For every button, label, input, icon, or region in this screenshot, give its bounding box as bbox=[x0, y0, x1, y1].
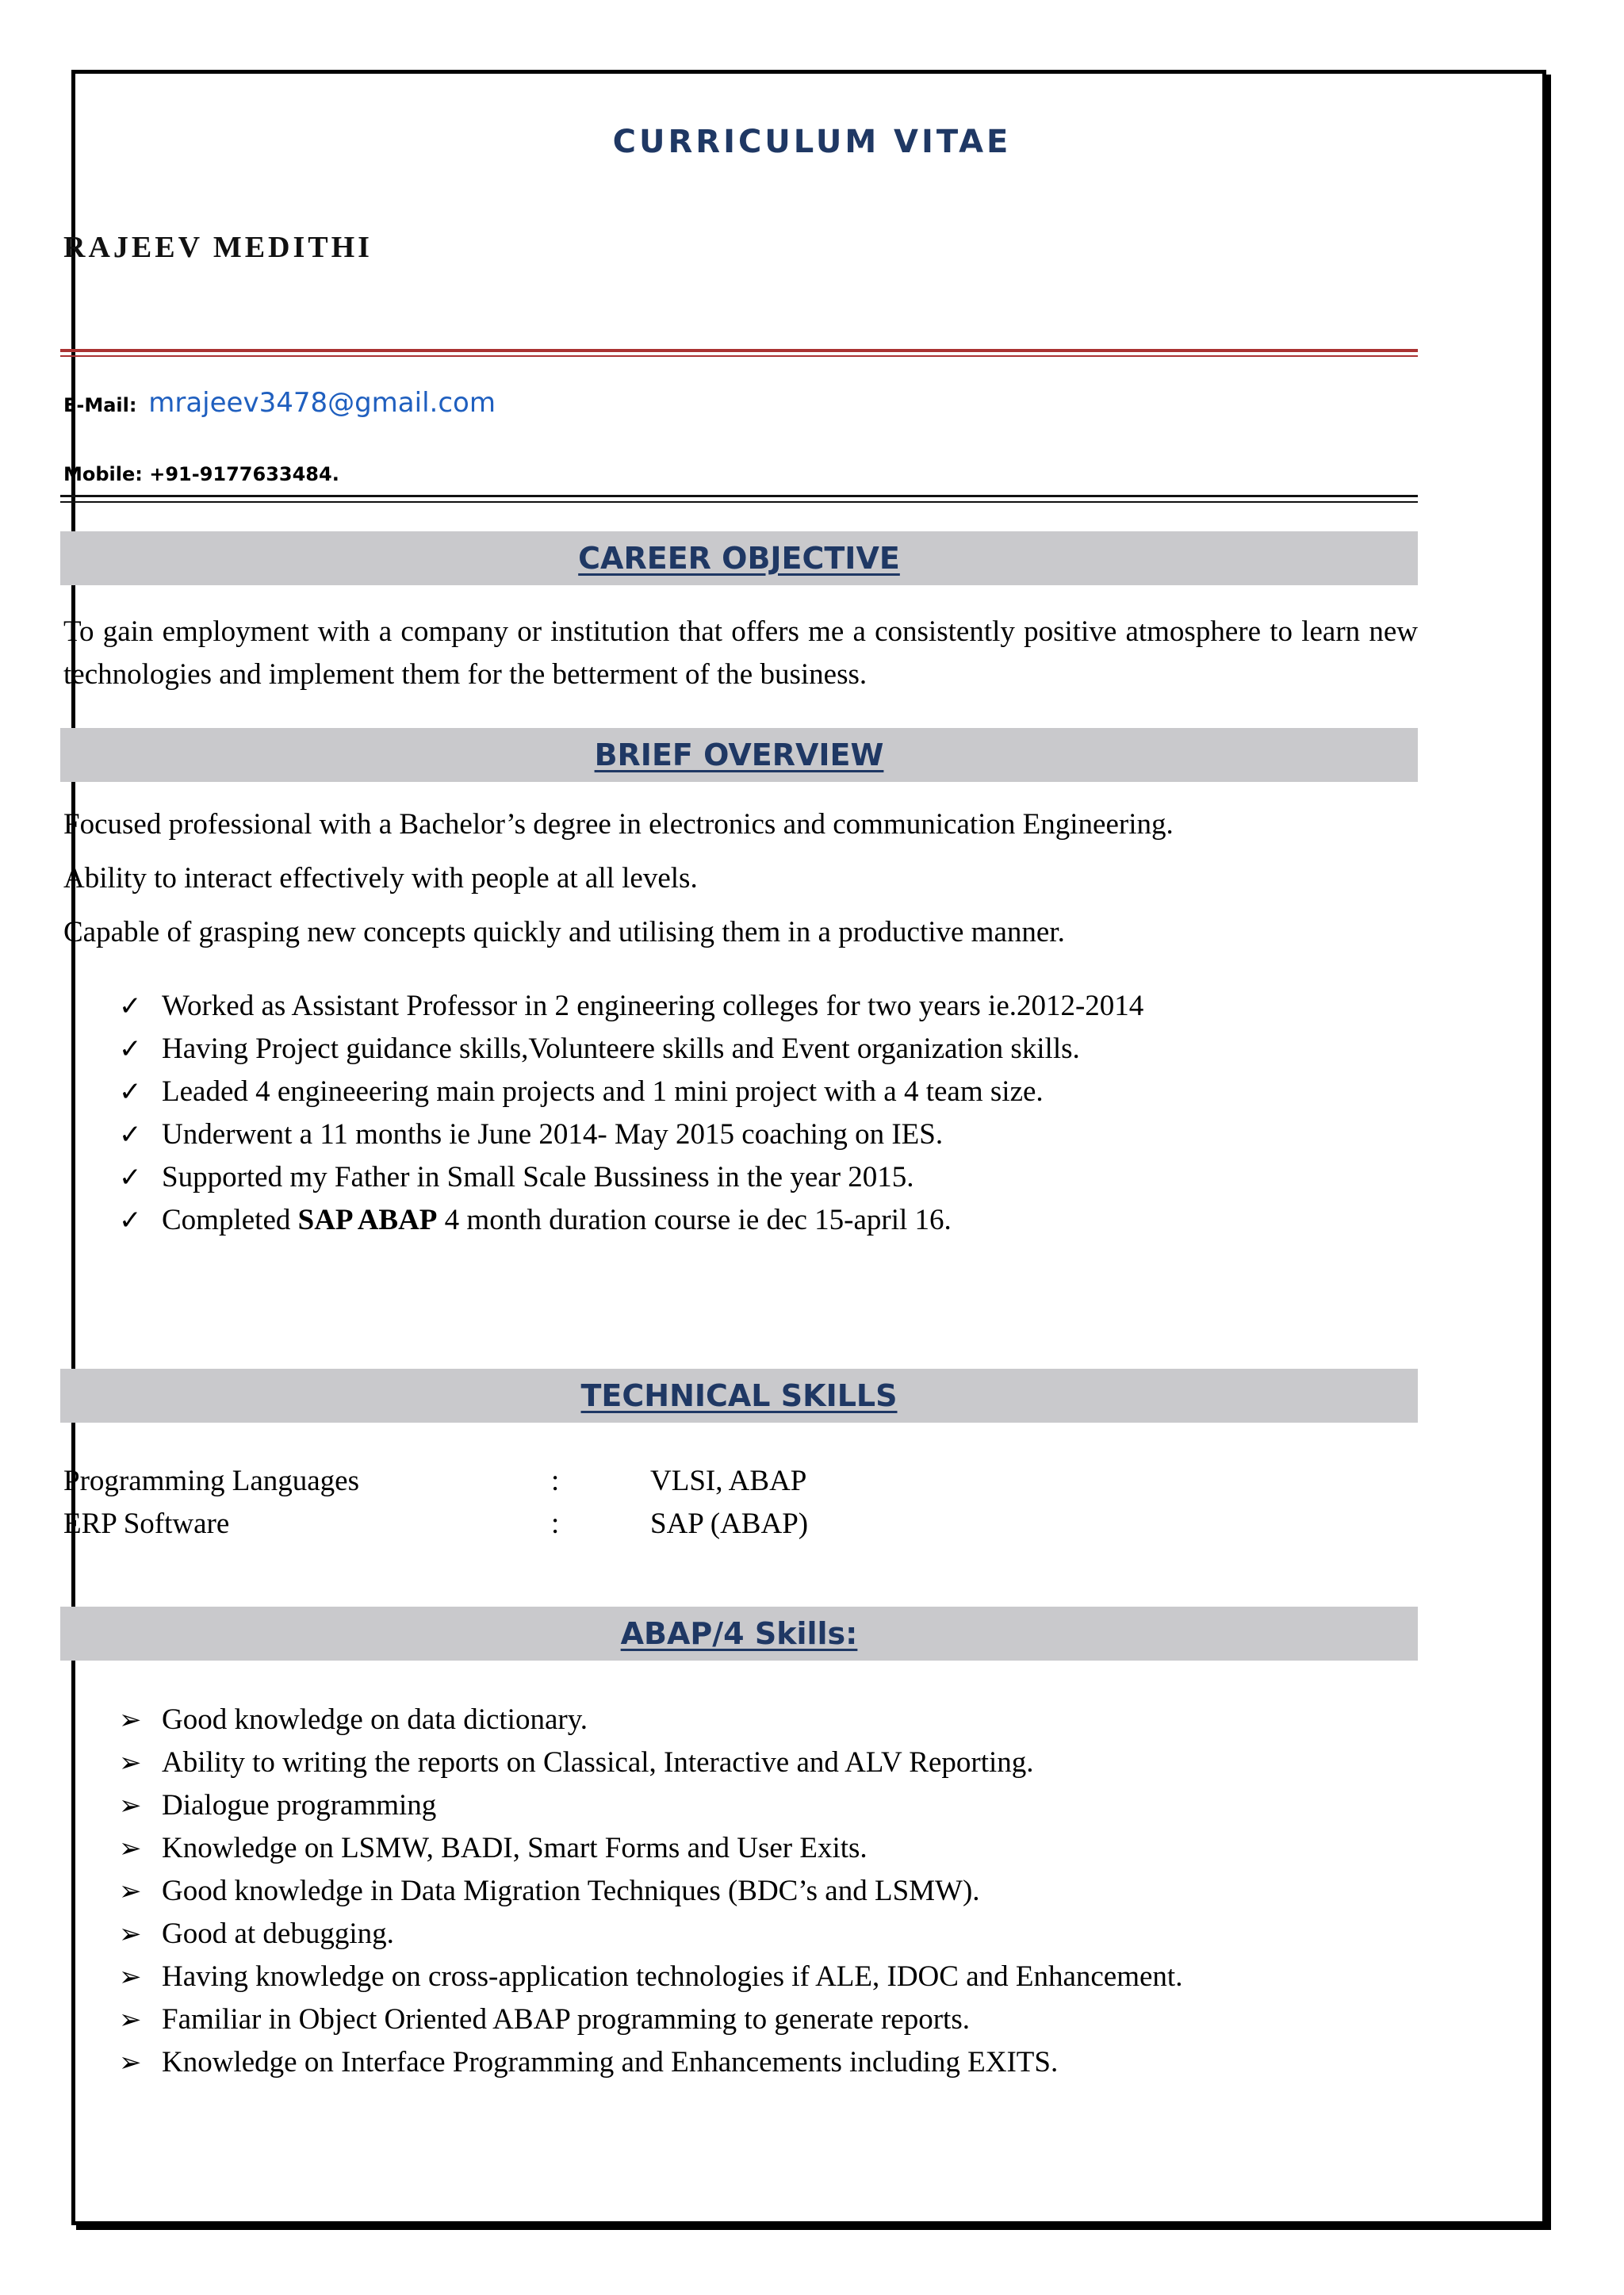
section-title: BRIEF OVERVIEW bbox=[594, 738, 884, 772]
mobile-number: Mobile: +91-9177633484. bbox=[63, 463, 339, 485]
name-divider-bottom bbox=[60, 355, 1418, 357]
bold-course-name: SAP ABAP bbox=[297, 1204, 438, 1236]
arrow-bullet-icon: ➢ bbox=[119, 1918, 142, 1950]
skill-separator: : bbox=[551, 1508, 560, 1540]
list-item: ➢ Knowledge on LSMW, BADI, Smart Forms and User Exits. bbox=[119, 1827, 1182, 1870]
list-item: ➢ Good knowledge on data dictionary. bbox=[119, 1699, 1182, 1741]
list-item: ➢ Dialogue programming bbox=[119, 1784, 1182, 1827]
section-header-abap-skills bbox=[60, 1607, 1418, 1661]
skill-value: SAP (ABAP) bbox=[650, 1508, 809, 1540]
list-item: ➢ Having knowledge on cross-application technologies if ALE, IDOC and Enhancement. bbox=[119, 1956, 1182, 1998]
checkmark-icon: ✓ bbox=[119, 1162, 142, 1193]
candidate-name: RAJEEV MEDITHI bbox=[63, 231, 373, 264]
checkmark-icon: ✓ bbox=[119, 1119, 142, 1151]
skill-key: Programming Languages bbox=[63, 1465, 359, 1497]
section-title: CAREER OBJECTIVE bbox=[578, 541, 900, 576]
contact-divider-bottom bbox=[60, 501, 1418, 503]
overview-line: Ability to interact effectively with people at all levels. bbox=[63, 862, 698, 895]
list-item: ✓ Worked as Assistant Professor in 2 engineering colleges for two years ie.2012-2014 bbox=[119, 985, 1143, 1028]
section-title: ABAP/4 Skills: bbox=[620, 1616, 858, 1651]
email-row bbox=[63, 387, 496, 419]
arrow-bullet-icon: ➢ bbox=[119, 1875, 142, 1907]
checkmark-icon: ✓ bbox=[119, 1205, 142, 1236]
checkmark-icon: ✓ bbox=[119, 1076, 142, 1108]
section-header-brief-overview bbox=[60, 728, 1418, 782]
skill-separator: : bbox=[551, 1465, 560, 1497]
arrow-bullet-icon: ➢ bbox=[119, 2004, 142, 2036]
section-header-technical-skills bbox=[60, 1369, 1418, 1423]
section-title: TECHNICAL SKILLS bbox=[580, 1378, 898, 1413]
arrow-bullet-icon: ➢ bbox=[119, 1833, 142, 1864]
list-item: ✓ Supported my Father in Small Scale Bussiness in the year 2015. bbox=[119, 1156, 1143, 1199]
list-item: ➢ Knowledge on Interface Programming and Enhancements including EXITS. bbox=[119, 2041, 1182, 2084]
arrow-bullet-icon: ➢ bbox=[119, 1790, 142, 1822]
section-header-career-objective bbox=[60, 531, 1418, 585]
email-label: E-Mail: bbox=[63, 394, 137, 416]
list-item: ✓ Leaded 4 engineeering main projects and 1 mini project with a 4 team size. bbox=[119, 1071, 1143, 1113]
list-item: ✓ Completed SAP ABAP 4 month duration course ie dec 15-april 16. bbox=[119, 1199, 1143, 1242]
contact-divider-top bbox=[60, 495, 1418, 497]
overview-bullet-list bbox=[119, 985, 1143, 1242]
arrow-bullet-icon: ➢ bbox=[119, 1704, 142, 1736]
list-item: ➢ Ability to writing the reports on Classical, Interactive and ALV Reporting. bbox=[119, 1741, 1182, 1784]
checkmark-icon: ✓ bbox=[119, 1033, 142, 1065]
arrow-bullet-icon: ➢ bbox=[119, 1961, 142, 1993]
list-item: ✓ Having Project guidance skills,Volunteere skills and Event organization skills. bbox=[119, 1028, 1143, 1071]
overview-line: Capable of grasping new concepts quickly and utilising them in a productive manner. bbox=[63, 916, 1065, 948]
document-title: CURRICULUM VITAE bbox=[612, 124, 1012, 160]
arrow-bullet-icon: ➢ bbox=[119, 1747, 142, 1779]
abap-bullet-list bbox=[119, 1699, 1182, 2084]
skill-value: VLSI, ABAP bbox=[650, 1465, 807, 1497]
email-link[interactable]: mrajeev3478@gmail.com bbox=[148, 387, 496, 419]
name-divider-top bbox=[60, 349, 1418, 352]
skill-key: ERP Software bbox=[63, 1508, 230, 1540]
list-item: ➢ Good knowledge in Data Migration Techniques (BDC’s and LSMW). bbox=[119, 1870, 1182, 1913]
list-item: ➢ Good at debugging. bbox=[119, 1913, 1182, 1956]
career-objective-text: To gain employment with a company or institution that offers me a consistently positive atmosphere to learn new technologies and implement them for the betterment of the business. bbox=[63, 615, 1418, 691]
overview-line: Focused professional with a Bachelor’s degree in electronics and communication Engineering. bbox=[63, 808, 1174, 841]
checkmark-icon: ✓ bbox=[119, 990, 142, 1022]
list-item: ➢ Familiar in Object Oriented ABAP programming to generate reports. bbox=[119, 1998, 1182, 2041]
arrow-bullet-icon: ➢ bbox=[119, 2047, 142, 2079]
list-item: ✓ Underwent a 11 months ie June 2014- May 2015 coaching on IES. bbox=[119, 1113, 1143, 1156]
